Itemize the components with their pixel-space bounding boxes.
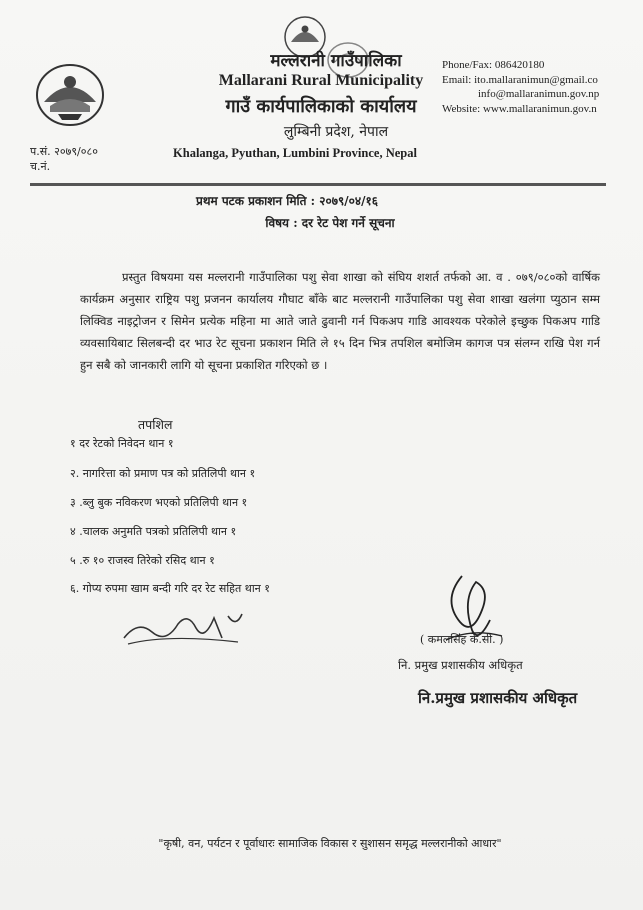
list-item: ५ .रु १० राजस्व तिरेको रसिद थान १ [70,554,215,567]
municipality-name-np: मल्लरानी गाउँपालिका [270,51,402,71]
list-item: ६. गोप्य रुपमा खाम बन्दी गरि दर रेट सहित थान १ [70,582,270,595]
municipality-name-en: Mallarani Rural Municipality [218,72,424,89]
phone: Phone/Fax: 086420180 [442,59,545,71]
list-item: २. नागरित्ता को प्रमाण पत्र को प्रतिलिपी थान १ [70,467,256,480]
email-2: info@mallaranimun.gov.np [478,88,600,100]
dispatch-no: च.नं. [30,160,51,173]
notice-body [80,266,600,376]
list-item: ४ .चालक अनुमति पत्रको प्रतिलिपी थान १ [70,525,237,538]
province: लुम्बिनी प्रदेश, नेपाल [283,124,389,140]
title-stamp: नि.प्रमुख प्रशासकीय अधिकृत [418,689,578,707]
list-title: तपशिल [138,417,173,432]
signatory-name: ( कमलसिंह के.सी. ) [420,633,504,646]
ref-no: प.सं. २०७९/०८० [30,145,98,158]
header-divider [30,183,606,186]
body-paragraph: प्रस्तुत विषयमा यस मल्लरानी गाउँपालिका पशु सेवा शाखा को संघिय शशर्त तर्फको आ. व . ०७९/०८०को वार्षिक कार्यक्रम अनुसार राष्ट्रिय पशु प्रजनन कार्यालय गौघाट बाँके बाट मल्लरानी गाउँपालिका पशु सेवा शाखा खलंगा प्युठान सम्म लिक्विड नाइट्रोजन र सिमेन प्रत्येक महिना मा आते जाते ढुवानी गर्न पिकअप गाडि आवश्यक परेकोले इच्छुक पिकअप गाडि व्यवसायिबाट सिलबन्दी दर भाउ रेट सूचना प्रकाशन मिति ले १५ दिन भित्र तपशिल बमोजिम कागज पत्र संलग्न राखि पेश गर्न हुन सबै को जानकारी लागि यो सूचना प्रकाशित गरिएको छ । [80,270,600,372]
list-item: ३ .ब्लु बुक नविकरण भएको प्रतिलिपी थान १ [70,496,248,509]
subject: विषय : दर रेट पेश गर्ने सूचना [265,216,395,230]
website: Website: www.mallaranimun.gov.n [442,102,597,115]
nepal-emblem-icon [34,62,106,128]
office-name: गाउँ कार्यपालिकाको कार्यालय [225,96,417,117]
handwritten-signature-left [118,598,248,650]
footer-motto: "कृषी, वन, पर्यटन र पूर्वाधारः सामाजिक विकास र सुशासन समृद्ध मल्लरानीको आधार" [158,837,502,850]
list-item: १ दर रेटको निवेदन थान १ [70,437,174,450]
contact-info [442,58,642,116]
reference-block [30,144,98,174]
address: Khalanga, Pyuthan, Lumbini Province, Nepal [173,146,417,160]
publish-date: प्रथम पटक प्रकाशन मिति : २०७९/०४/१६ [196,194,378,208]
signatory-title: नि. प्रमुख प्रशासकीय अधिकृत [398,658,523,672]
email-1: Email: ito.mallaranimun@gmail.co [442,73,598,86]
